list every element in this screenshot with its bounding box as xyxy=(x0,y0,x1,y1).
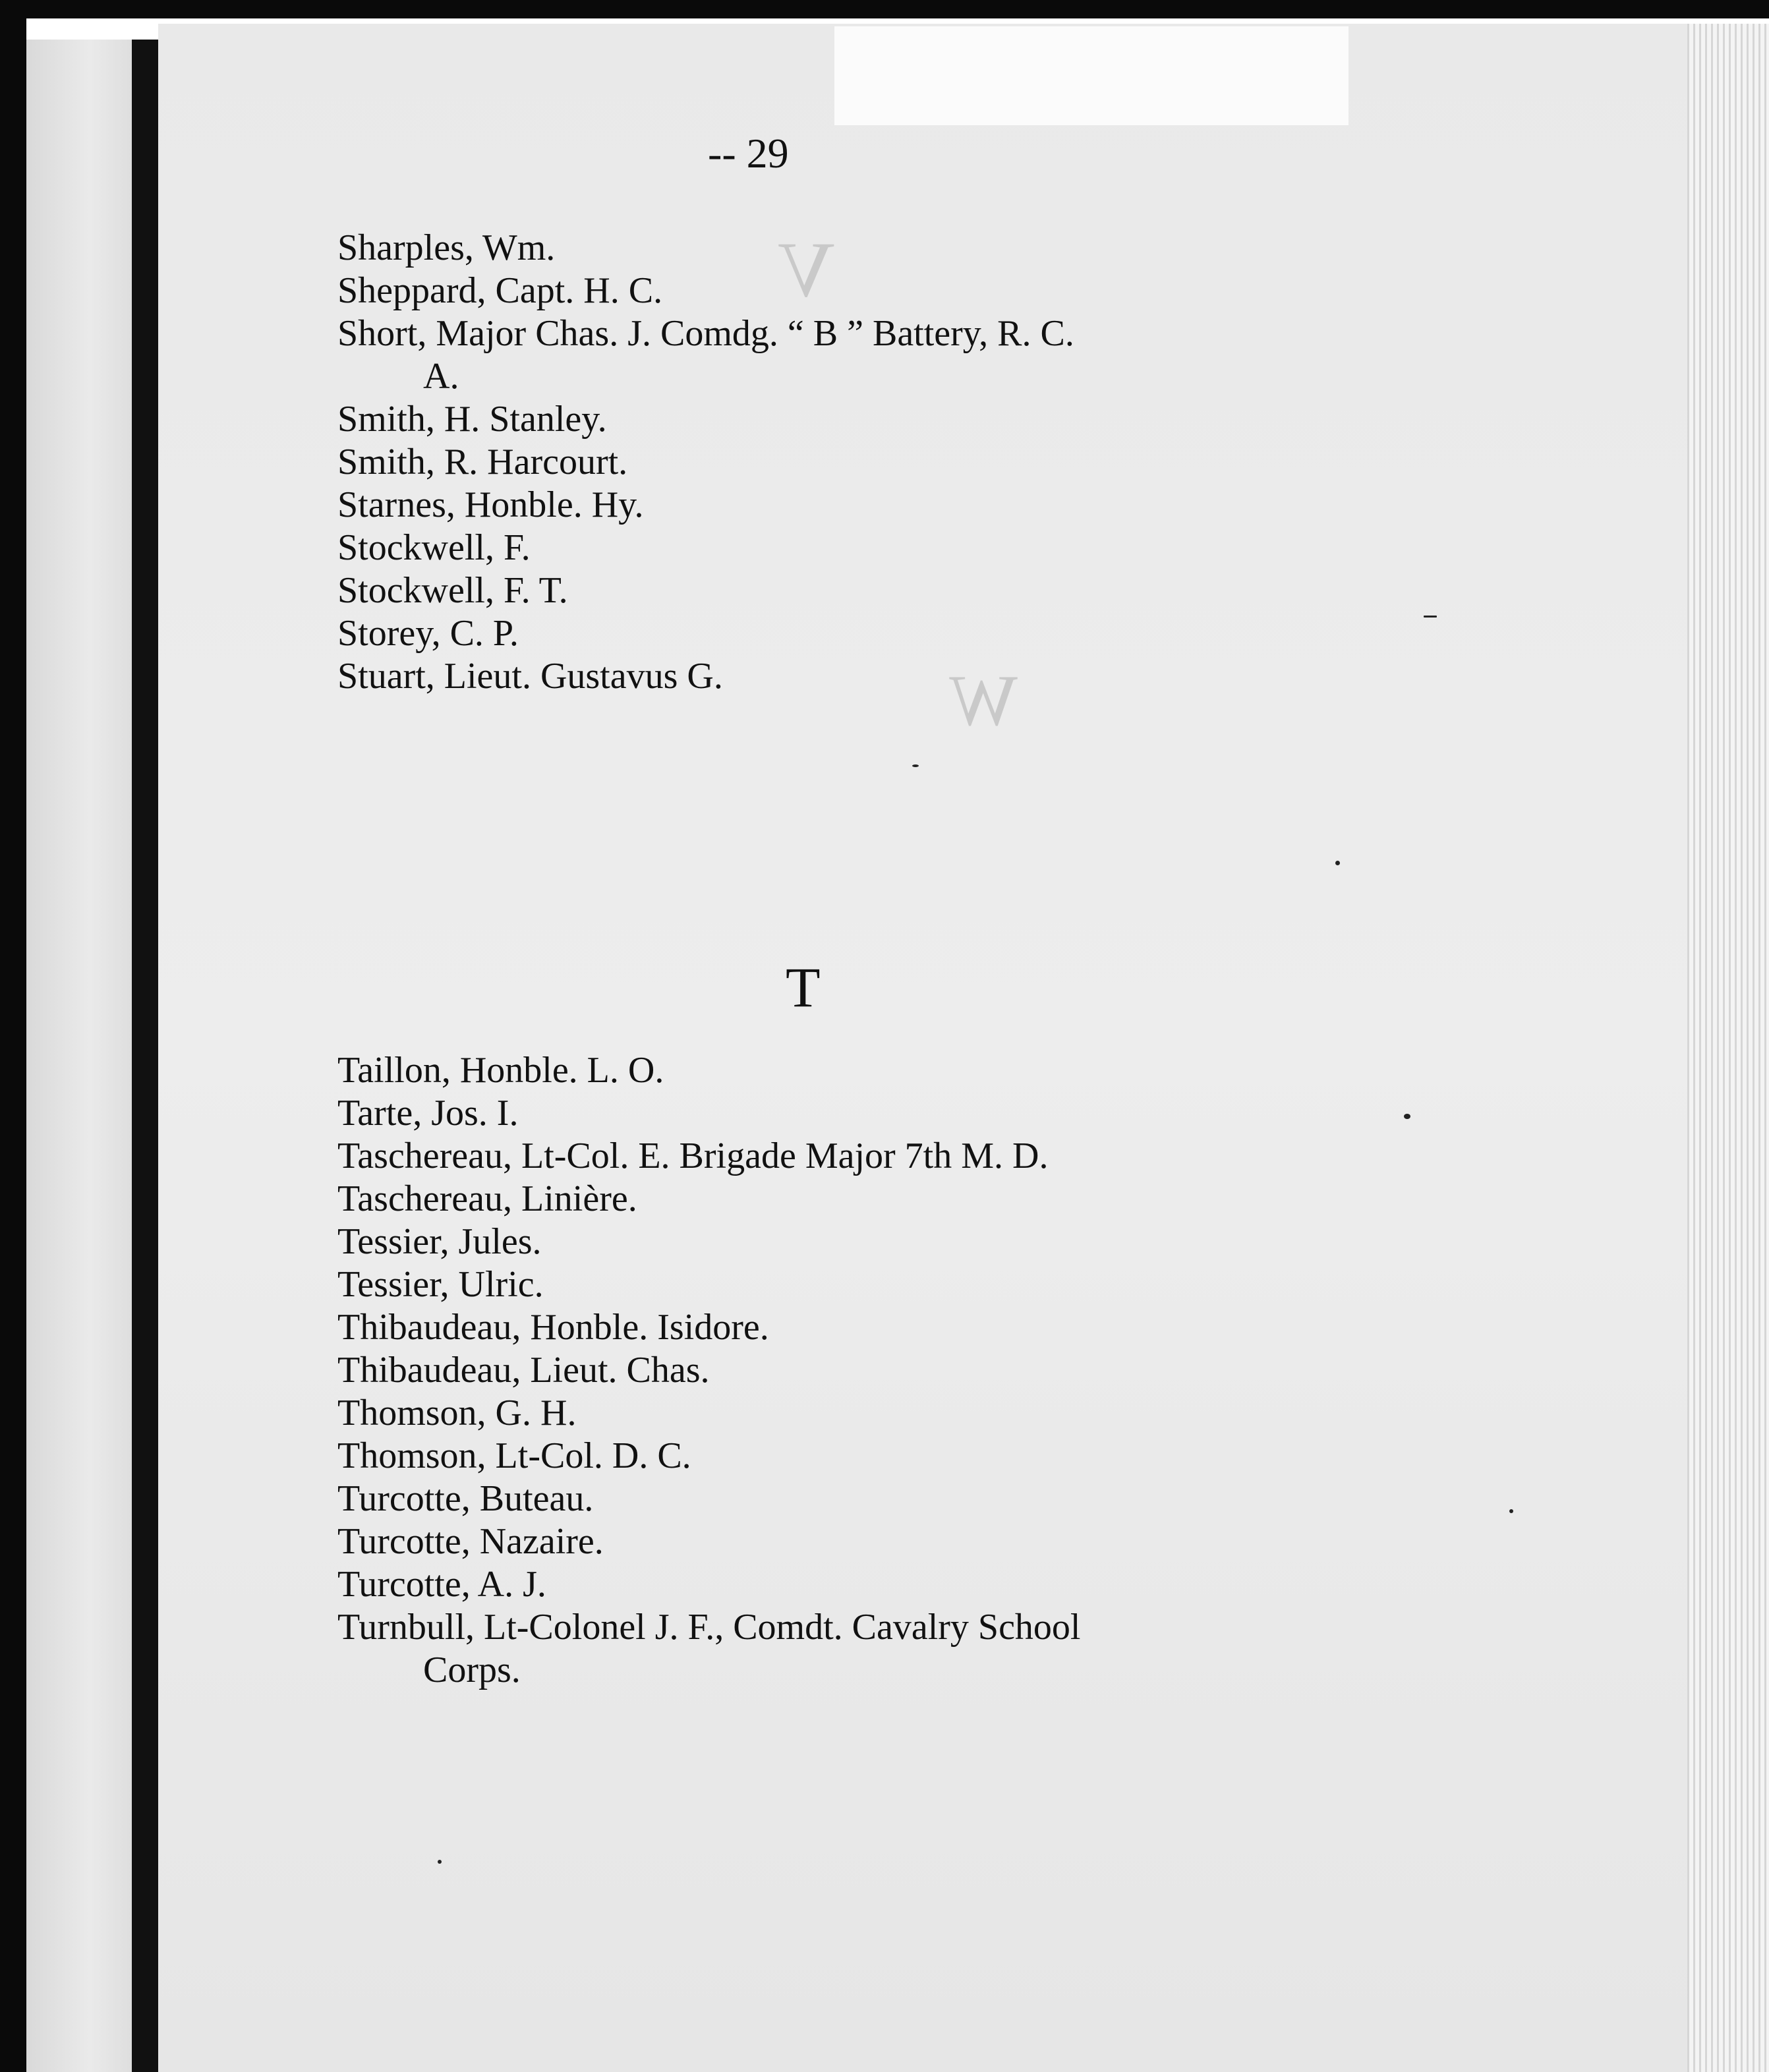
list-item: Stockwell, F. xyxy=(337,527,531,568)
dust-speck xyxy=(1509,1509,1513,1513)
list-item-continuation: A. xyxy=(423,356,459,397)
list-item-continuation: Corps. xyxy=(423,1650,521,1690)
section-heading-letter: T xyxy=(786,956,821,1019)
scan-left-border xyxy=(0,0,26,2072)
dust-speck xyxy=(1404,1114,1410,1119)
list-item: Turnbull, Lt-Colonel J. F., Comdt. Cavalry School xyxy=(337,1607,1081,1648)
show-through-mark: V xyxy=(778,225,835,313)
list-item: Sheppard, Capt. H. C. xyxy=(337,270,663,311)
list-item: Starnes, Honble. Hy. xyxy=(337,484,644,525)
list-item: Storey, C. P. xyxy=(337,613,519,654)
list-item: Thomson, Lt-Col. D. C. xyxy=(337,1435,691,1476)
dust-speck xyxy=(1335,861,1340,865)
list-item: Smith, H. Stanley. xyxy=(337,399,607,440)
list-item: Taillon, Honble. L. O. xyxy=(337,1050,664,1091)
page-number: -- 29 xyxy=(708,130,789,177)
list-item: Tessier, Jules. xyxy=(337,1221,542,1262)
list-item: Thomson, G. H. xyxy=(337,1393,577,1433)
page-stack-edges xyxy=(1687,24,1769,2072)
scan-top-border xyxy=(0,0,1769,18)
book-spine-shadow xyxy=(132,40,158,2072)
list-item: Turcotte, Buteau. xyxy=(337,1478,594,1519)
list-item: Taschereau, Linière. xyxy=(337,1178,637,1219)
list-item: Short, Major Chas. J. Comdg. “ B ” Battery, R. C. xyxy=(337,313,1074,354)
dust-speck xyxy=(438,1860,442,1864)
list-item: Turcotte, Nazaire. xyxy=(337,1521,604,1562)
list-item: Tessier, Ulric. xyxy=(337,1264,544,1305)
name-list-t xyxy=(337,1049,1081,1692)
list-item: Smith, R. Harcourt. xyxy=(337,442,628,482)
list-item: Taschereau, Lt-Col. E. Brigade Major 7th M. D. xyxy=(337,1136,1049,1176)
list-item: Stockwell, F. T. xyxy=(337,570,568,611)
facing-page-edge xyxy=(26,40,132,2072)
list-item: Thibaudeau, Honble. Isidore. xyxy=(337,1307,769,1348)
list-item: Sharples, Wm. xyxy=(337,227,556,268)
dust-speck xyxy=(912,764,919,767)
show-through-mark: W xyxy=(949,660,1018,741)
list-item: Tarte, Jos. I. xyxy=(337,1093,519,1134)
name-list-s xyxy=(337,227,1074,698)
list-item: Thibaudeau, Lieut. Chas. xyxy=(337,1350,710,1391)
dust-speck xyxy=(1424,616,1437,618)
paper-patch xyxy=(834,26,1348,125)
list-item: Stuart, Lieut. Gustavus G. xyxy=(337,656,723,697)
list-item: Turcotte, A. J. xyxy=(337,1564,546,1605)
